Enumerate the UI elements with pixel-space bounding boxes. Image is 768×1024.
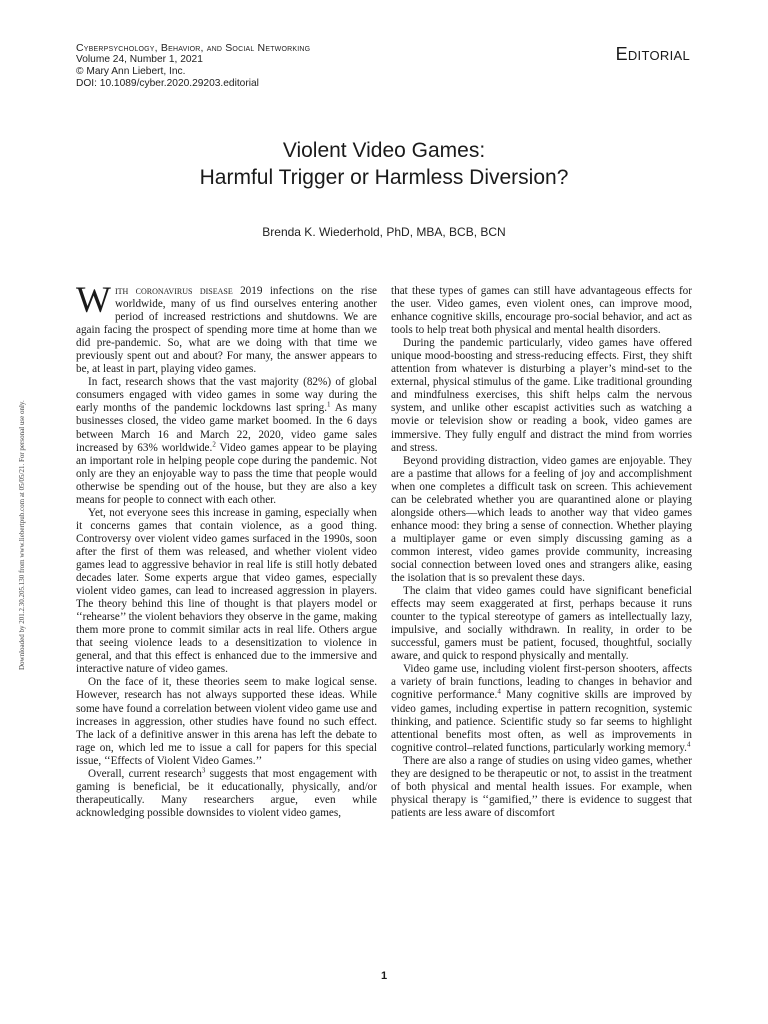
- paragraph: During the pandemic particularly, video games have offered unique mood-boosting and stress-reducing effects. First, they shift attention from whatever is disturbing a player’s mind-set to the external, physical stimulus of the game. Like traditional grounding and mindfulness exercises, this shift helps calm the nervous system, and unlike other escapist activities such as watching a movie or television show or reading a book, video games are immersive. They fully engulf and distract the mind from worries and stress.: [391, 337, 692, 454]
- paragraph: [391, 663, 692, 754]
- paragraph-text: Video games appear to be playing an important role in helping people cope during the pandemic. Not only are they an enjoyable way to pass the time that people would otherwise be spending out of the house, but they are also a key means for people to connect with each other.: [76, 441, 377, 506]
- volume-info: Volume 24, Number 1, 2021: [76, 54, 203, 65]
- reference-marker[interactable]: 1: [327, 400, 331, 409]
- paragraph: On the face of it, these theories seem to make logical sense. However, research has not always supported these ideas. While some have found a correlation between violent video game use and increases in aggression, other studies have found no such effect. The lack of a definitive answer in this arena has left the debate to rage on, which led me to issue a call for papers for this special issue, ‘‘Effects of Violent Video Games.’’: [76, 676, 377, 767]
- title-line-2: Harmful Trigger or Harmless Diversion?: [199, 166, 569, 189]
- paragraph: [76, 280, 378, 376]
- author-byline: Brenda K. Wiederhold, PhD, MBA, BCB, BCN: [262, 225, 506, 239]
- paragraph-text: Video game use, including violent first-person shooters, affects a variety of brain functions, leading to changes in behavior and cognitive performance.: [391, 663, 692, 702]
- reference-marker[interactable]: 4: [686, 739, 691, 748]
- paragraph-text: In fact, research shows that the vast majority (82%) of global consumers engaged with video games in some way during the early months of the pandemic lockdowns last spring.: [76, 376, 377, 415]
- paragraph: Yet, not everyone sees this increase in gaming, especially when it concerns games that contain violence, as a good thing. Controversy over violent video games surfaced in the 1990s, soon after the first of them was released, and whether violent video games lead to aggressive behavior in real life is still hotly debated decades later. Some experts argue that video games, especially violent video games, can lead to increased aggression in players. The theory behind this line of thought is that players model or ‘‘rehearse’’ the violent behaviors they observe in the game, making them more prone to commit similar acts in real life. Others argue that seeing violence leads to a desensitization to violence in general, and that this effect is enhanced due to the immersive and interactive nature of video games.: [76, 506, 377, 676]
- paragraph: [76, 768, 377, 820]
- journal-header: [76, 42, 310, 90]
- paragraph: Beyond providing distraction, video games are enjoyable. They are a pastime that allows for a feeling of joy and accomplishment when one completes a difficult task on screen. This achievement can be celebrated whether you are quarantined alone or playing alongside others—which leads to another way that video games enhance mood: they bring a sense of connection. Whether playing a multiplayer game or even simply discussing gaming as a common interest, video games provide community, increasing social connection between loved ones and strangers alike, easing the isolation that is so prevalent these days.: [391, 454, 692, 585]
- journal-name: Cyberpsychology, Behavior, and Social Networking: [76, 42, 311, 54]
- paragraph-text: As many businesses closed, the video game market boomed. In the 6 days between March 16 and March 22, 2020, video game sales increased by 63% worldwide.: [76, 402, 378, 454]
- reference-marker[interactable]: 4: [497, 687, 501, 696]
- left-column: [76, 280, 378, 820]
- paragraph: There are also a range of studies on using video games, whether they are designed to be therapeutic or not, to assist in the treatment of both physical and mental health issues. For example, when physical therapy is ‘‘gamified,’’ there is evidence to suggest that patients are less aware of discomfort: [391, 754, 692, 819]
- paragraph: The claim that video games could have significant beneficial effects may seem exaggerated at first, perhaps because it runs counter to the typical stereotype of gamers as intellectually lazy, impulsive, and socially withdrawn. In reality, in order to be successful, gamers must be patient, focused, thoughtful, socially aware, and quick to respond physically and mentally.: [391, 585, 692, 663]
- section-label: Editorial: [615, 44, 690, 64]
- doi-line: DOI: 10.1089/cyber.2020.29203.editorial: [76, 78, 259, 89]
- paragraph-text: 2019 infections on the rise worldwide, many of us find ourselves entering another period of increased restrictions and shutdowns. We are again facing the prospect of spending more time at home than we did pre-pandemic. So, what are we doing with that time we previously spent out and about? For many, the answer appears to be, at least in part, playing video games.: [76, 285, 378, 376]
- paragraph-text: Overall, current research: [88, 767, 202, 780]
- small-caps-lead: ith coronavirus disease: [114, 285, 233, 297]
- title-line-1: Violent Video Games:: [282, 139, 486, 162]
- page-number: 1: [380, 970, 388, 982]
- paragraph-text: Many cognitive skills are improved by video games, including expertise in pattern recognition, systemic thinking, and patience. Scientific study so far seems to highlight attentional benefits most often, as well as improvements in cognitive control–related functions, particularly working memory.: [391, 689, 693, 754]
- download-notice: Downloaded by 201.2.30.205.130 from www.liebertpub.com at 05/05/21. For personal use only.: [18, 400, 26, 670]
- paragraph-text: suggests that most engagement with gaming is beneficial, be it educationally, physically, and/or therapeutically. Many researchers argue, even while acknowledging possible downsides to violent video games,: [76, 767, 377, 819]
- drop-cap: W: [76, 280, 111, 321]
- paragraph: that these types of games can still have advantageous effects for the user. Video games, even violent ones, can improve mood, enhance cognitive skills, encourage pro-social behavior, and act as tools to help treat both physical and mental health disorders.: [391, 285, 692, 337]
- right-column: [391, 285, 692, 820]
- reference-marker[interactable]: 2: [212, 439, 216, 448]
- paragraph: [76, 376, 377, 506]
- article-title: [0, 137, 768, 191]
- copyright-line: © Mary Ann Liebert, Inc.: [76, 66, 186, 77]
- reference-marker[interactable]: 3: [201, 766, 206, 774]
